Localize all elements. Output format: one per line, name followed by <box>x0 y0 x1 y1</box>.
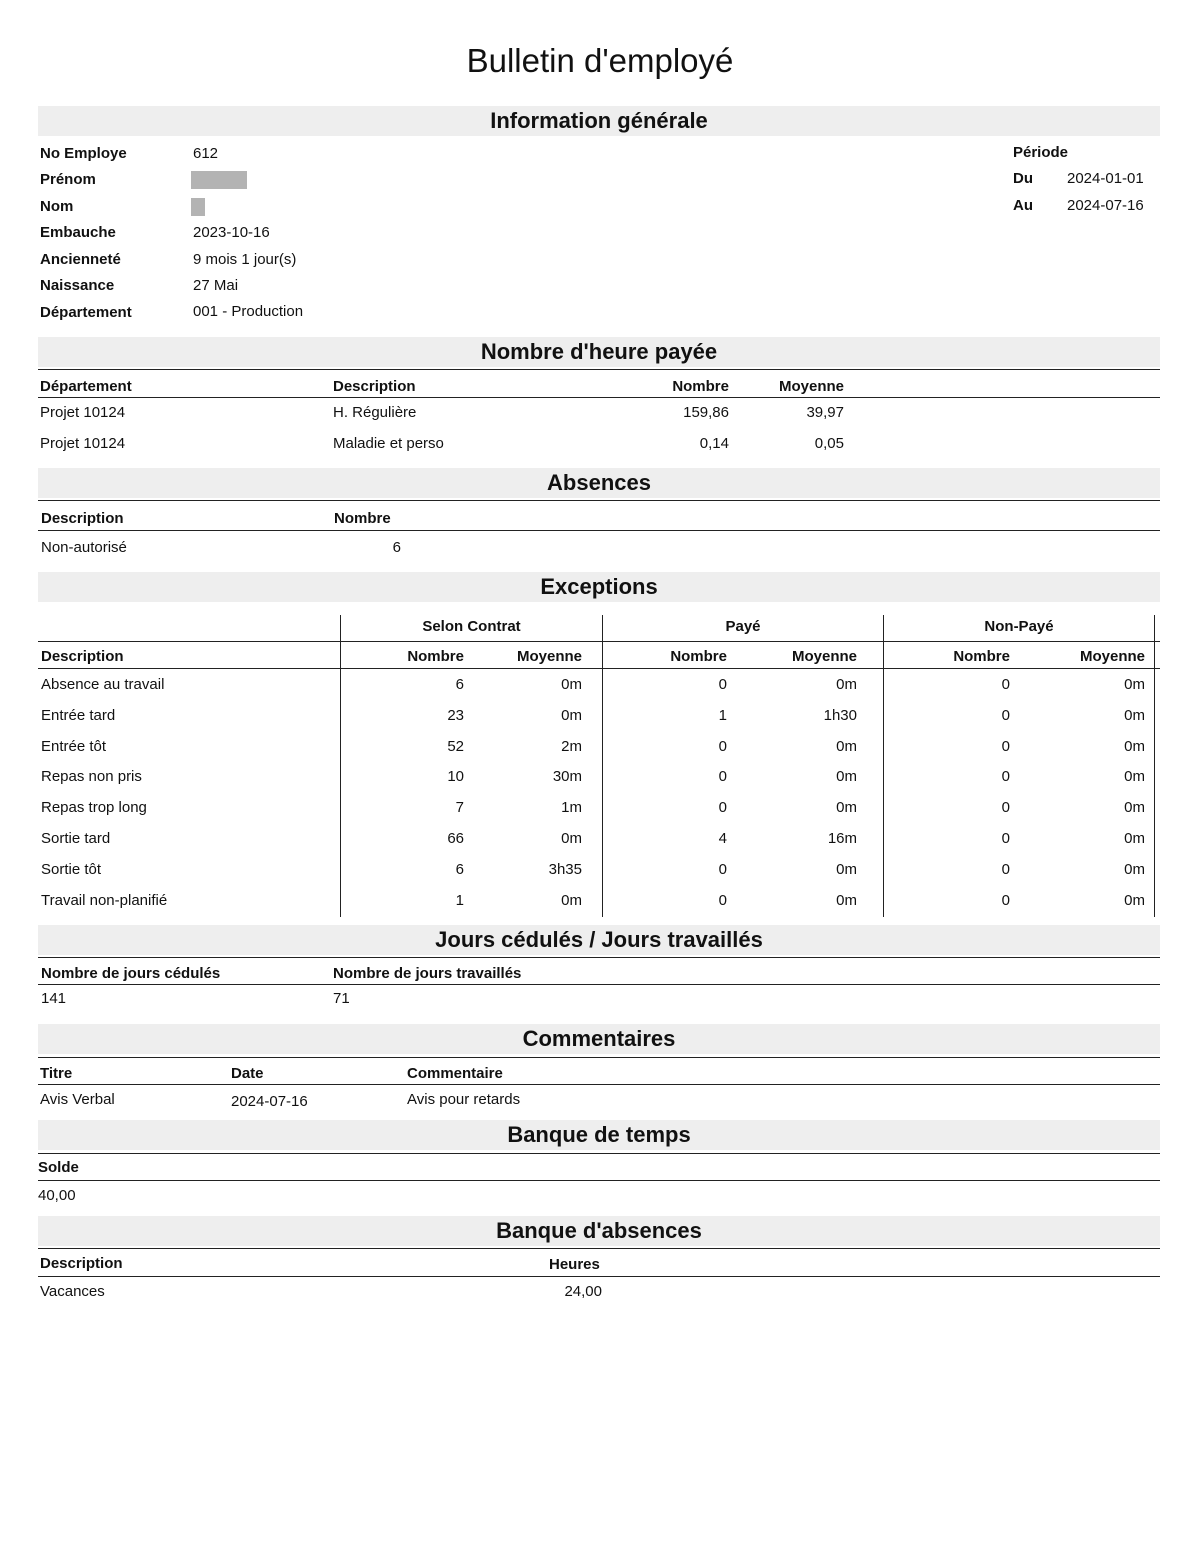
field-value-employee-no: 612 <box>193 145 219 162</box>
hours-col-average: Moyenne <box>778 378 844 395</box>
exceptions-row-unpaid-count: 0 <box>1001 676 1010 693</box>
column-rule <box>883 615 884 917</box>
column-rule <box>602 615 603 917</box>
absences-col-description: Description <box>41 510 124 527</box>
exceptions-row-unpaid-count: 0 <box>1001 706 1010 724</box>
field-label-seniority: Ancienneté <box>40 251 121 268</box>
period-from-label: Du <box>1013 170 1033 187</box>
divider <box>38 1180 1160 1181</box>
days-worked-value: 71 <box>333 990 350 1007</box>
field-label-first-name: Prénom <box>40 171 96 188</box>
divider <box>38 1057 1160 1058</box>
exceptions-col-description: Description <box>41 648 124 665</box>
exceptions-row-paid-average: 0m <box>836 676 857 693</box>
section-days-heading: Jours cédulés / Jours travaillés <box>38 925 1160 955</box>
divider <box>38 1084 1160 1085</box>
exceptions-col-paid-average: Moyenne <box>791 648 857 665</box>
exceptions-row-contract-count: 23 <box>447 706 464 724</box>
absence-bank-row-description: Vacances <box>40 1283 105 1300</box>
section-time-bank-heading: Banque de temps <box>38 1120 1160 1150</box>
field-label-hire-date: Embauche <box>40 224 116 241</box>
absence-bank-col-hours: Heures <box>549 1256 600 1273</box>
exceptions-row-unpaid-average: 0m <box>1124 891 1145 909</box>
exceptions-row-unpaid-count: 0 <box>1001 860 1010 878</box>
exceptions-row-paid-average: 0m <box>836 860 857 878</box>
exceptions-row-contract-count: 10 <box>447 768 464 786</box>
days-col-scheduled: Nombre de jours cédulés <box>41 965 221 982</box>
exceptions-row-contract-average: 30m <box>552 768 582 786</box>
divider <box>38 369 1160 370</box>
page-title: Bulletin d'employé <box>466 42 734 79</box>
exceptions-row-contract-count: 1 <box>455 891 464 909</box>
exceptions-row-unpaid-average: 0m <box>1124 768 1145 786</box>
exceptions-col-contract-count: Nombre <box>407 648 464 665</box>
absence-bank-row-hours: 24,00 <box>564 1283 602 1300</box>
exceptions-row-unpaid-average: 0m <box>1124 799 1145 817</box>
comments-col-title: Titre <box>40 1065 73 1082</box>
exceptions-row-description: Sortie tard <box>41 830 111 847</box>
exceptions-row-paid-average: 1h30 <box>823 706 857 724</box>
section-comments-heading: Commentaires <box>38 1024 1160 1054</box>
hours-row-department: Projet 10124 <box>40 404 126 421</box>
exceptions-col-unpaid-count: Nombre <box>953 648 1010 665</box>
time-bank-label: Solde <box>38 1159 79 1176</box>
exceptions-row-unpaid-average: 0m <box>1124 830 1145 847</box>
exceptions-row-paid-average: 0m <box>836 799 857 817</box>
absences-col-count: Nombre <box>334 510 391 527</box>
section-absences-heading: Absences <box>38 468 1160 498</box>
section-general-heading: Information générale <box>38 106 1160 136</box>
hours-col-count: Nombre <box>672 378 729 395</box>
exceptions-row-description: Sortie tôt <box>41 860 102 878</box>
period-label: Période <box>1013 144 1069 161</box>
field-value-hire-date: 2023-10-16 <box>193 224 270 241</box>
exceptions-row-unpaid-count: 0 <box>1001 799 1010 817</box>
hours-row-average: 0,05 <box>814 435 844 452</box>
exceptions-row-unpaid-count: 0 <box>1001 891 1010 909</box>
exceptions-row-contract-average: 0m <box>561 676 582 693</box>
exceptions-row-description: Entrée tard <box>41 706 116 724</box>
divider <box>38 530 1160 531</box>
absences-row-count: 6 <box>392 539 401 556</box>
exceptions-group-unpaid: Non-Payé <box>984 618 1054 635</box>
exceptions-row-contract-average: 3h35 <box>548 860 582 878</box>
exceptions-col-contract-average: Moyenne <box>516 648 582 665</box>
exceptions-row-unpaid-average: 0m <box>1124 706 1145 724</box>
exceptions-row-contract-count: 6 <box>455 676 464 693</box>
field-label-last-name: Nom <box>40 198 74 215</box>
divider <box>38 641 1160 642</box>
hours-col-department: Département <box>40 378 132 395</box>
exceptions-col-unpaid-average: Moyenne <box>1079 648 1145 665</box>
exceptions-row-unpaid-average: 0m <box>1124 737 1145 755</box>
exceptions-row-description: Entrée tôt <box>41 737 107 755</box>
exceptions-row-paid-count: 4 <box>718 830 727 847</box>
exceptions-group-paid: Payé <box>725 618 761 635</box>
absence-bank-col-description: Description <box>40 1255 123 1272</box>
exceptions-row-paid-count: 1 <box>718 706 727 724</box>
field-label-birth: Naissance <box>40 277 115 294</box>
exceptions-row-unpaid-count: 0 <box>1001 768 1010 786</box>
hours-row-average: 39,97 <box>806 404 844 421</box>
field-value-department: 001 - Production <box>193 303 304 320</box>
exceptions-row-paid-count: 0 <box>718 860 727 878</box>
hours-row-count: 0,14 <box>699 435 729 452</box>
comments-col-comment: Commentaire <box>407 1065 503 1082</box>
exceptions-row-contract-average: 0m <box>561 830 582 847</box>
exceptions-row-description: Repas non pris <box>41 768 142 786</box>
divider <box>38 1153 1160 1154</box>
exceptions-row-paid-count: 0 <box>718 799 727 817</box>
column-rule <box>1154 615 1155 917</box>
exceptions-row-unpaid-count: 0 <box>1001 737 1010 755</box>
exceptions-row-unpaid-average: 0m <box>1124 860 1145 878</box>
divider <box>38 984 1160 985</box>
exceptions-row-contract-count: 6 <box>455 860 464 878</box>
exceptions-row-description: Travail non-planifié <box>41 891 168 909</box>
exceptions-col-paid-count: Nombre <box>670 648 727 665</box>
comments-col-date: Date <box>231 1065 264 1082</box>
section-absence-bank-heading: Banque d'absences <box>38 1216 1160 1246</box>
exceptions-row-paid-count: 0 <box>718 676 727 693</box>
exceptions-row-contract-average: 1m <box>561 799 582 817</box>
exceptions-row-contract-average: 2m <box>561 737 582 755</box>
exceptions-row-paid-average: 0m <box>836 891 857 909</box>
hours-row-count: 159,86 <box>683 404 729 421</box>
exceptions-row-description: Absence au travail <box>41 676 165 693</box>
exceptions-group-contract: Selon Contrat <box>422 618 521 635</box>
field-value-birth: 27 Mai <box>193 277 239 294</box>
exceptions-row-description: Repas trop long <box>41 799 147 817</box>
period-to-label: Au <box>1013 197 1033 214</box>
comments-row-title: Avis Verbal <box>40 1091 115 1108</box>
hours-row-description: H. Régulière <box>333 404 417 421</box>
redacted-first-name <box>191 171 247 189</box>
section-exceptions-heading: Exceptions <box>38 572 1160 602</box>
exceptions-row-paid-count: 0 <box>718 737 727 755</box>
field-label-employee-no: No Employe <box>40 145 127 162</box>
time-bank-value: 40,00 <box>38 1187 76 1204</box>
field-value-seniority: 9 mois 1 jour(s) <box>193 251 297 268</box>
exceptions-row-paid-average: 0m <box>836 737 857 755</box>
exceptions-row-contract-count: 7 <box>455 799 464 817</box>
divider <box>38 397 1160 398</box>
comments-row-comment: Avis pour retards <box>407 1091 521 1108</box>
divider <box>38 1248 1160 1249</box>
exceptions-row-paid-count: 0 <box>718 768 727 786</box>
days-scheduled-value: 141 <box>41 990 67 1007</box>
days-col-worked: Nombre de jours travaillés <box>333 965 522 982</box>
hours-col-description: Description <box>333 378 416 395</box>
divider <box>38 500 1160 501</box>
exceptions-row-paid-average: 0m <box>836 768 857 786</box>
exceptions-row-contract-average: 0m <box>561 706 582 724</box>
exceptions-row-contract-count: 66 <box>447 830 464 847</box>
exceptions-row-contract-count: 52 <box>447 737 464 755</box>
hours-row-description: Maladie et perso <box>333 435 444 452</box>
period-to-value: 2024-07-16 <box>1067 197 1144 214</box>
divider <box>38 668 1160 669</box>
absences-row-description: Non-autorisé <box>41 539 127 556</box>
redacted-last-name <box>191 198 205 216</box>
exceptions-row-unpaid-count: 0 <box>1001 830 1010 847</box>
column-rule <box>340 615 341 917</box>
exceptions-row-contract-average: 0m <box>561 891 582 909</box>
divider <box>38 1276 1160 1277</box>
divider <box>38 957 1160 958</box>
comments-row-date: 2024-07-16 <box>231 1093 308 1110</box>
hours-row-department: Projet 10124 <box>40 435 126 452</box>
exceptions-row-paid-average: 16m <box>827 830 857 847</box>
period-from-value: 2024-01-01 <box>1067 170 1144 187</box>
exceptions-row-paid-count: 0 <box>718 891 727 909</box>
exceptions-row-unpaid-average: 0m <box>1124 676 1145 693</box>
section-hours-heading: Nombre d'heure payée <box>38 337 1160 367</box>
field-label-department: Département <box>40 304 132 321</box>
